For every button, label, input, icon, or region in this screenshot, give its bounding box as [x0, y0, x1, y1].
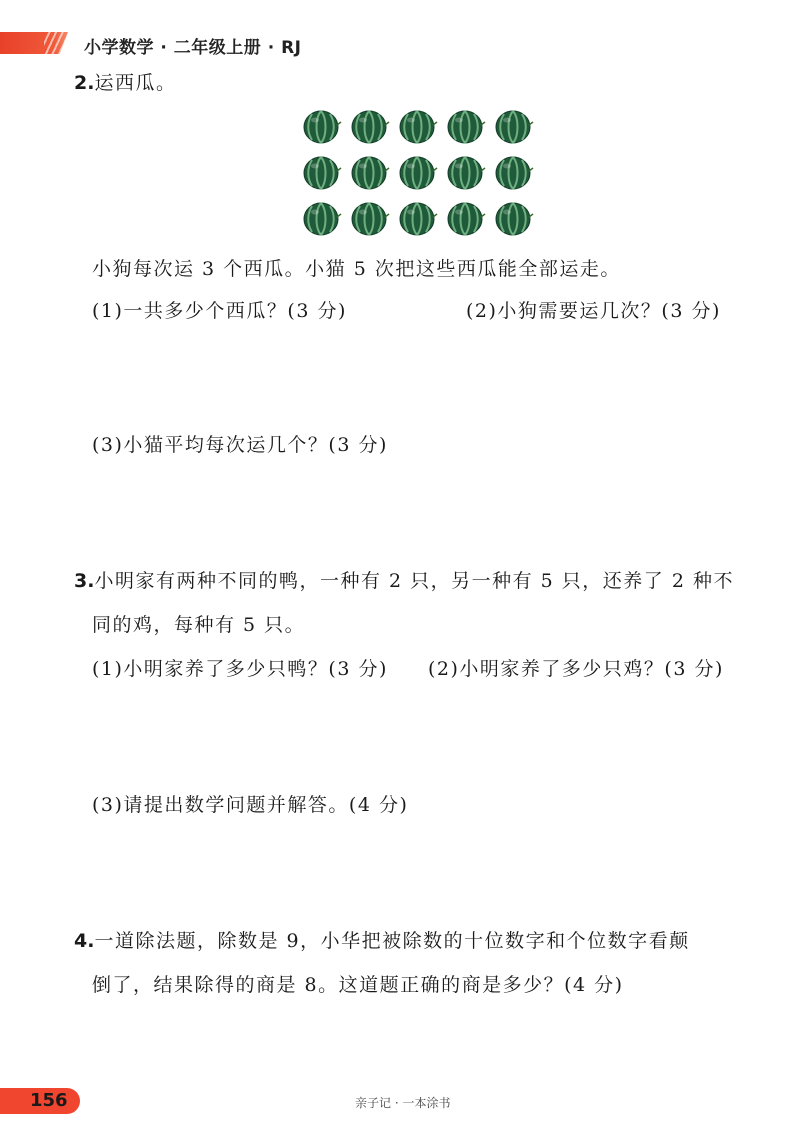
- question-2-sub2: (2)小狗需要运几次？(3 分): [466, 300, 721, 322]
- watermelon-icon: [398, 154, 438, 192]
- question-2-number: 2.: [74, 72, 95, 94]
- question-3-sub1: (1)小明家养了多少只鸭？(3 分): [92, 658, 388, 680]
- watermelon-icon: [398, 200, 438, 238]
- question-3-text-line1: 小明家有两种不同的鸭，一种有 2 只，另一种有 5 只，还养了 2 种不: [94, 570, 734, 592]
- watermelon-icon: [494, 154, 534, 192]
- watermelon-icon: [350, 154, 390, 192]
- watermelon-icon: [302, 200, 342, 238]
- header-accent-stripes: [44, 32, 72, 54]
- question-2-sub1: (1)一共多少个西瓜？(3 分): [92, 300, 347, 322]
- question-2-sub3: (3)小猫平均每次运几个？(3 分): [92, 434, 388, 456]
- question-3-sub3: (3)请提出数学问题并解答。(4 分): [92, 794, 409, 816]
- question-2-heading: [74, 68, 176, 95]
- question-3-line2: 同的鸡，每种有 5 只。: [92, 614, 306, 636]
- watermelon-icon: [350, 108, 390, 146]
- question-2-title: 运西瓜。: [94, 72, 177, 94]
- page-number: 156: [30, 1090, 68, 1111]
- watermelon-icon: [446, 108, 486, 146]
- question-3-line1: [74, 566, 734, 593]
- watermelon-icon: [494, 108, 534, 146]
- watermelon-icon: [398, 108, 438, 146]
- watermelon-icon: [494, 200, 534, 238]
- watermelon-icon: [302, 108, 342, 146]
- question-3-number: 3.: [74, 570, 95, 592]
- question-4-line2: 倒了，结果除得的商是 8。这道题正确的商是多少？(4 分): [92, 974, 624, 996]
- page-header-title: 小学数学 · 二年级上册 · RJ: [84, 38, 302, 58]
- question-4-line1: [74, 926, 690, 953]
- question-4-text-line1: 一道除法题，除数是 9，小华把被除数的十位数字和个位数字看颠: [94, 930, 690, 952]
- question-2-description: 小狗每次运 3 个西瓜。小猫 5 次把这些西瓜能全部运走。: [92, 258, 621, 280]
- watermelon-icon: [446, 200, 486, 238]
- question-3-sub2: (2)小明家养了多少只鸡？(3 分): [428, 658, 724, 680]
- watermelon-icon: [302, 154, 342, 192]
- watermelon-grid: [302, 108, 534, 238]
- watermelon-icon: [446, 154, 486, 192]
- footer-brand: 亲子记 · 一本涂书: [355, 1096, 451, 1110]
- question-4-number: 4.: [74, 930, 95, 952]
- watermelon-icon: [350, 200, 390, 238]
